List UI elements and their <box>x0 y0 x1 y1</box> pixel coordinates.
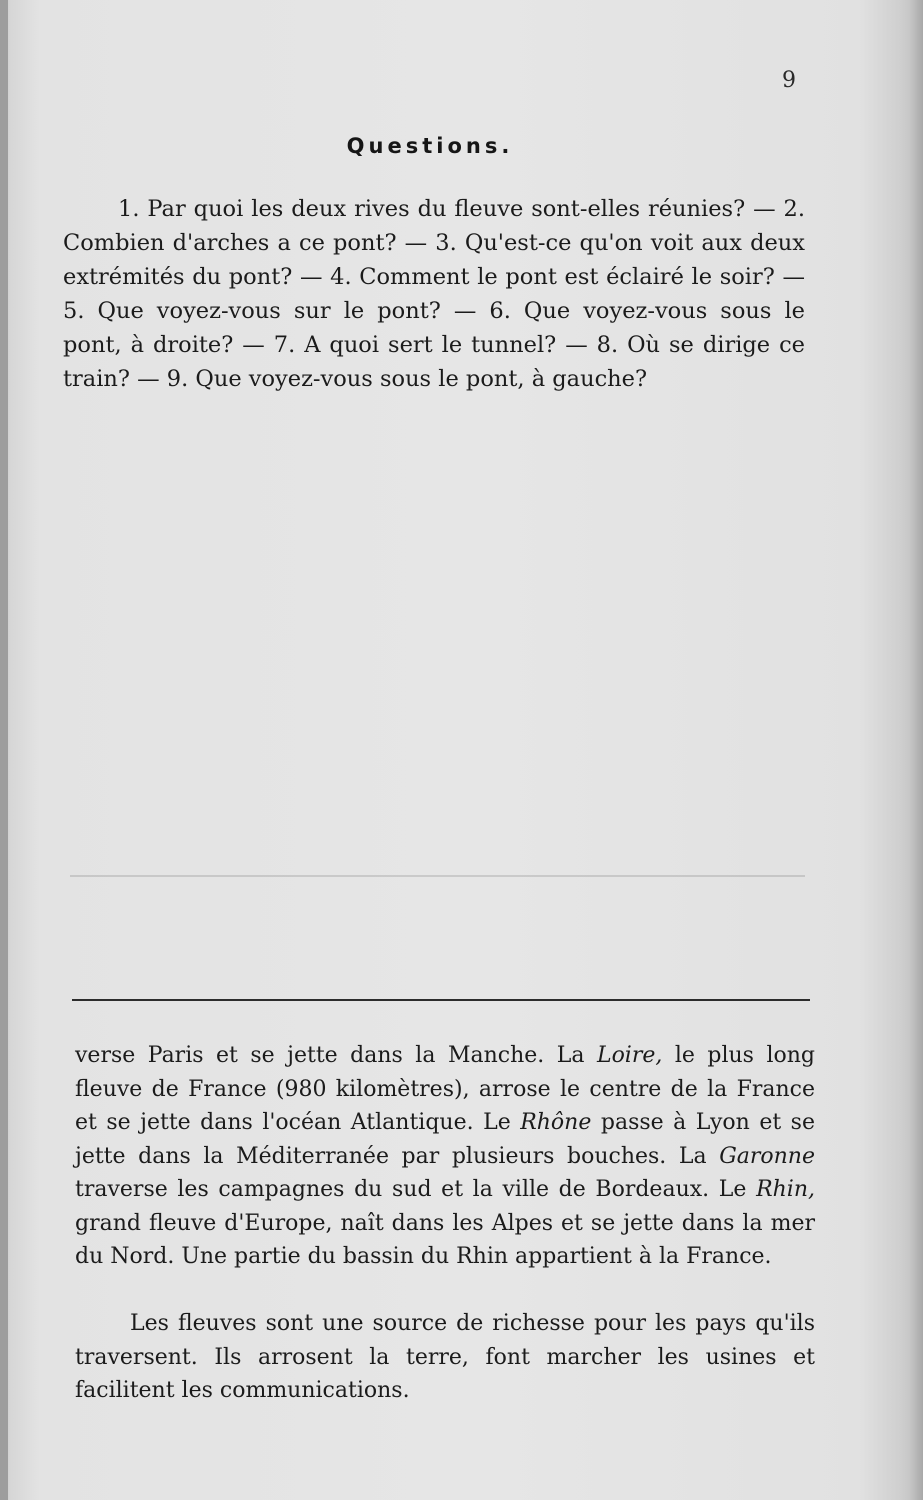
questions-heading: Questions. <box>346 134 514 158</box>
text-run: passe à Lyon et se jette dans la Méditerranée par plusieurs bouches. La <box>75 1110 815 1169</box>
bleed-through-rule <box>70 875 805 877</box>
text-run: grand fleuve d'Europe, naît dans les Alpes et se jette dans la mer du Nord. Une partie du bassin du Rhin appartient à la France. <box>75 1210 815 1269</box>
river-name-garonne: Garonne <box>719 1143 815 1169</box>
section-divider <box>72 999 810 1001</box>
text-run: traverse les campagnes du sud et la ville de Bordeaux. Le <box>75 1177 757 1202</box>
page-gutter-shadow <box>0 0 8 1500</box>
river-name-loire: Loire, <box>596 1043 663 1068</box>
river-name-rhone: Rhône <box>520 1110 592 1135</box>
page-edge-shadow <box>909 0 923 1500</box>
wealth-paragraph: Les fleuves sont une source de richesse pour les pays qu'ils traversent. Ils arrosent la terre, font marcher les usines et facilitent les communications. <box>75 1311 815 1403</box>
text-run: le plus long fleuve de France (980 kilomètres), arrose le centre de la France et se jette dans l'océan Atlantique. Le <box>75 1043 815 1135</box>
questions-paragraph: 1. Par quoi les deux rives du fleuve sont-elles réunies? — 2. Combien d'arches a ce pont? — 3. Qu'est-ce qu'on voit aux deux extrémités du pont? — 4. Comment le pont est éclairé le soir? — 5. Que voyez-vous sur le pont? — 6. Que voyez-vous sous le pont, à droite? — 7. A quoi sert le tunnel? — 8. Où se dirige ce train? — 9. Que voyez-vous sous le pont, à gauche? <box>63 196 805 392</box>
text-run: verse Paris et se jette dans la Manche. La <box>75 1043 597 1068</box>
river-name-rhin: Rhin, <box>756 1177 815 1202</box>
page-number: 9 <box>782 68 796 93</box>
rivers-paragraph <box>75 1039 815 1274</box>
